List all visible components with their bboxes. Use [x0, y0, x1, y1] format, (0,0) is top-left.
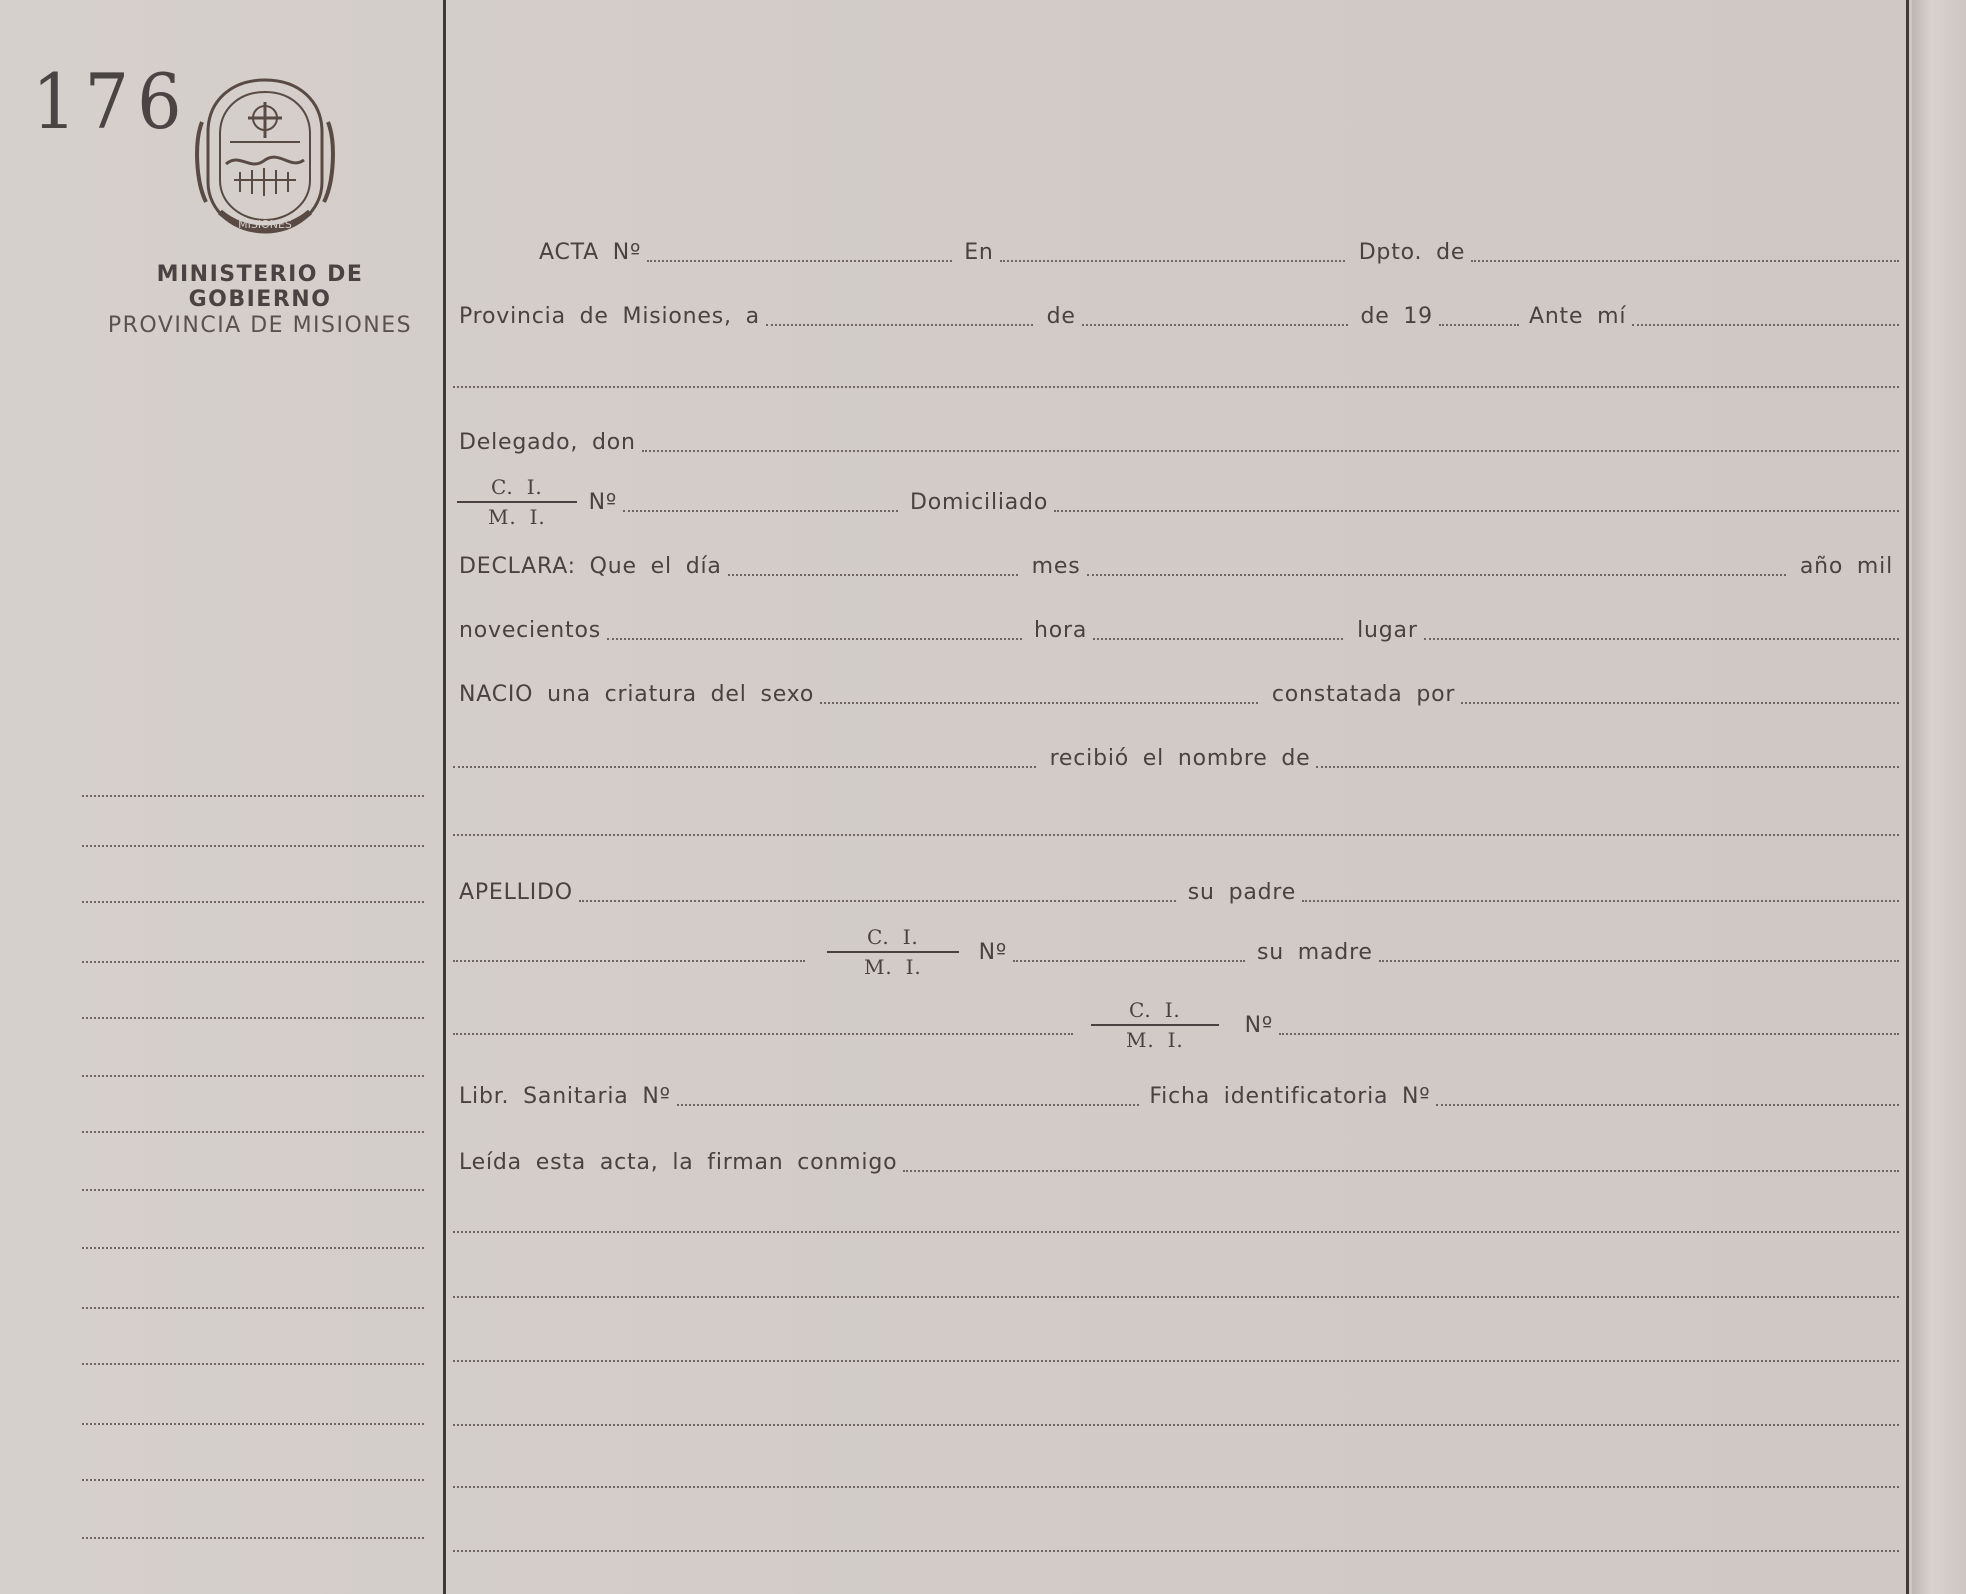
ante-mi-field[interactable] — [1632, 324, 1899, 326]
ci-label: C. I. — [827, 924, 959, 953]
apellido-label: APELLIDO — [459, 880, 573, 905]
dpto-label: Dpto. de — [1358, 240, 1466, 265]
mi-label: M. I. — [488, 505, 546, 529]
en-label: En — [964, 240, 994, 265]
margin-line — [82, 961, 424, 963]
province-title: PROVINCIA DE MISIONES — [107, 313, 413, 338]
hora-label: hora — [1034, 618, 1088, 643]
page-edge — [1912, 0, 1966, 1594]
margin-line — [82, 795, 424, 797]
right-border-rule — [1906, 0, 1909, 1594]
firma-field[interactable] — [903, 1170, 1899, 1172]
signature-line[interactable] — [453, 1360, 1899, 1362]
signature-line[interactable] — [453, 1550, 1899, 1552]
year-field[interactable] — [1439, 324, 1519, 326]
padre-cont-field[interactable] — [453, 960, 805, 962]
margin-line — [82, 1017, 424, 1019]
dpto-field[interactable] — [1471, 260, 1899, 262]
ci-mi-fraction — [457, 474, 577, 530]
form-row-madre-id — [453, 998, 1899, 1052]
birth-year-field[interactable] — [607, 638, 1022, 640]
blank-line[interactable] — [453, 386, 1899, 388]
padre-field[interactable] — [1302, 900, 1899, 902]
form-row-declara — [453, 544, 1899, 584]
form-row-nombre — [453, 736, 1899, 776]
hora-field[interactable] — [1093, 638, 1343, 640]
madre-id-field[interactable] — [1279, 1033, 1899, 1035]
domicilio-field[interactable] — [1054, 510, 1899, 512]
number-label: Nº — [1244, 1013, 1273, 1038]
libreta-field[interactable] — [677, 1104, 1140, 1106]
margin-line — [82, 1247, 424, 1249]
nombre-field[interactable] — [1316, 766, 1899, 768]
folio-number: 176 — [32, 58, 190, 147]
form-row-nacio — [453, 672, 1899, 712]
margin-line — [82, 1423, 424, 1425]
ci-mi-fraction — [1091, 997, 1219, 1053]
ante-mi-label: Ante mí — [1528, 304, 1627, 329]
ci-mi-fraction — [827, 924, 959, 980]
form-row-firma — [453, 1140, 1899, 1180]
signature-line[interactable] — [453, 1296, 1899, 1298]
number-label: Nº — [978, 940, 1007, 965]
ficha-field[interactable] — [1436, 1104, 1899, 1106]
margin-line — [82, 1363, 424, 1365]
provincia-label: Provincia de Misiones, a — [459, 304, 760, 329]
margin-rule — [443, 0, 446, 1594]
form-row-ci-domicilio — [453, 475, 1899, 529]
padre-id-field[interactable] — [1013, 960, 1245, 962]
delegado-field[interactable] — [642, 450, 1899, 452]
number-label: Nº — [588, 490, 617, 515]
en-field[interactable] — [1000, 260, 1345, 262]
novecientos-label: novecientos — [459, 618, 601, 643]
margin-line — [82, 901, 424, 903]
acta-number-label: ACTA Nº — [539, 240, 642, 265]
constatada-field[interactable] — [1461, 702, 1899, 704]
ci-label: C. I. — [457, 474, 577, 503]
year-label: de 19 — [1360, 304, 1433, 329]
form-row-provincia — [453, 294, 1899, 334]
provincial-seal-icon — [190, 72, 340, 240]
signature-line[interactable] — [453, 1231, 1899, 1233]
margin-line — [82, 1189, 424, 1191]
margin-line — [82, 1307, 424, 1309]
firma-label: Leída esta acta, la firman conmigo — [459, 1150, 898, 1175]
constatada-label: constatada por — [1271, 682, 1456, 707]
nombre-label: recibió el nombre de — [1049, 746, 1311, 771]
mi-label: M. I. — [1126, 1028, 1184, 1052]
birth-month-field[interactable] — [1087, 574, 1786, 576]
day-field[interactable] — [766, 324, 1033, 326]
sexo-field[interactable] — [820, 702, 1258, 704]
margin-line — [82, 1537, 424, 1539]
signature-line[interactable] — [453, 1486, 1899, 1488]
madre-field[interactable] — [1379, 960, 1899, 962]
anio-mil-label: año mil — [1799, 554, 1893, 579]
form-row-delegado — [453, 420, 1899, 460]
signature-line[interactable] — [453, 1424, 1899, 1426]
lugar-field[interactable] — [1424, 638, 1899, 640]
delegado-label: Delegado, don — [459, 430, 636, 455]
lugar-label: lugar — [1357, 618, 1418, 643]
padre-label: su padre — [1187, 880, 1297, 905]
apellido-field[interactable] — [579, 900, 1176, 902]
birth-day-field[interactable] — [728, 574, 1018, 576]
margin-line — [82, 845, 424, 847]
blank-line[interactable] — [453, 834, 1899, 836]
ci-label: C. I. — [1091, 997, 1219, 1026]
madre-cont-field[interactable] — [453, 1033, 1073, 1035]
form-row-apellido — [453, 870, 1899, 910]
form-row-madre — [453, 925, 1899, 979]
form-row-novecientos — [453, 608, 1899, 648]
margin-line — [82, 1075, 424, 1077]
margin-line — [82, 1131, 424, 1133]
seal-label: MISIONES — [238, 218, 292, 231]
madre-label: su madre — [1257, 940, 1373, 965]
mes-label: mes — [1031, 554, 1081, 579]
mi-label: M. I. — [864, 955, 922, 979]
form-row-acta — [453, 230, 1899, 270]
margin-line — [82, 1479, 424, 1481]
de-label: de — [1046, 304, 1076, 329]
domiciliado-label: Domiciliado — [910, 490, 1049, 515]
libreta-label: Libr. Sanitaria Nº — [459, 1084, 671, 1109]
month-field[interactable] — [1082, 324, 1349, 326]
form-row-libreta — [453, 1074, 1899, 1114]
ficha-label: Ficha identificatoria Nº — [1149, 1084, 1431, 1109]
acta-number-field[interactable] — [647, 260, 952, 262]
declara-label: DECLARA: Que el día — [459, 554, 722, 579]
constatada-cont-field[interactable] — [453, 766, 1036, 768]
id-number-field[interactable] — [623, 510, 898, 512]
ministry-title: MINISTERIO DE GOBIERNO — [156, 262, 364, 312]
nacio-label: NACIO una criatura del sexo — [459, 682, 815, 707]
